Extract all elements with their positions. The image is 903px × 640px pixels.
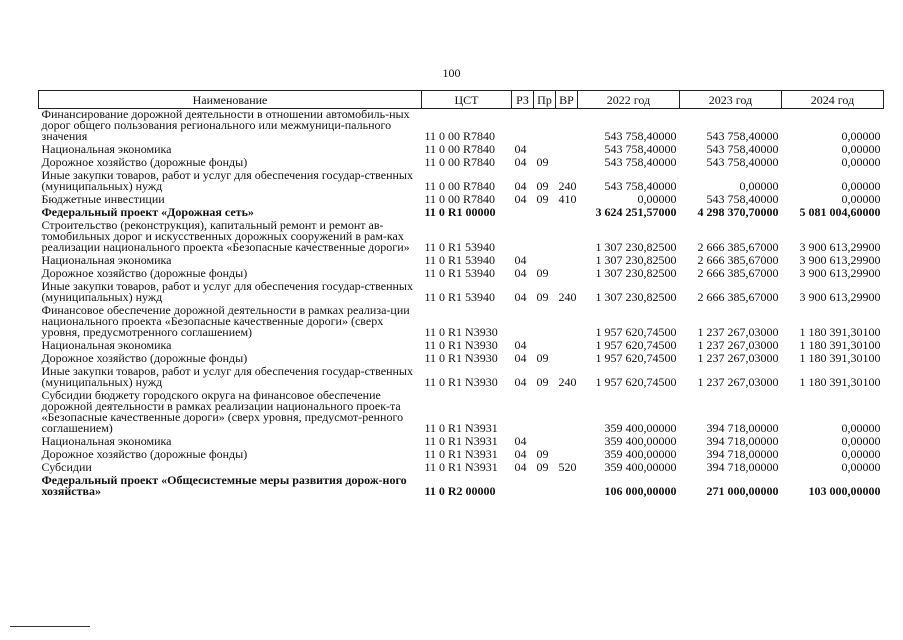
row-rz: 04 <box>514 253 527 267</box>
row-2022: 1 307 230,82500 <box>595 240 677 254</box>
header-cst: ЦСТ <box>422 91 512 109</box>
row-2022: 1 957 620,74500 <box>595 325 677 339</box>
row-name: Иные закупки товаров, работ и услуг для обеспечения государ-ственных (муниципальных) нужд <box>41 279 413 304</box>
row-2024: 0,00000 <box>841 447 881 461</box>
table-row <box>39 390 884 436</box>
row-cst: 11 0 R1 00000 <box>424 205 496 219</box>
row-2024: 0,00000 <box>841 460 881 474</box>
row-rz: 04 <box>514 266 527 280</box>
row-name: Иные закупки товаров, работ и услуг для обеспечения государ-ственных (муниципальных) нужд <box>41 364 413 389</box>
header-rz: РЗ <box>512 91 534 109</box>
row-vr <box>556 353 578 366</box>
row-vr <box>556 255 578 268</box>
row-2023: 271 000,00000 <box>706 484 779 498</box>
table-row <box>39 109 884 145</box>
row-rz <box>512 475 534 499</box>
row-2022: 1 307 230,82500 <box>595 266 677 280</box>
row-2024: 3 900 613,29900 <box>799 266 881 280</box>
header-name: Наименование <box>39 91 422 109</box>
row-2022: 106 000,00000 <box>604 484 677 498</box>
row-pr <box>534 390 556 436</box>
row-cst: 11 0 R1 N3930 <box>424 375 498 389</box>
row-2024: 0,00000 <box>841 142 881 156</box>
row-rz <box>512 305 534 340</box>
row-2024: 0,00000 <box>841 179 881 193</box>
row-name: Субсидии <box>41 460 92 474</box>
row-cst: 11 0 00 R7840 <box>424 142 496 156</box>
row-vr <box>556 475 578 499</box>
row-name: Национальная экономика <box>41 434 172 448</box>
row-name: Дорожное хозяйство (дорожные фонды) <box>41 351 248 365</box>
row-name: Строительство (реконструкция), капитальный ремонт и ремонт ав-томобильных дорог и искусственных дорожных сооружений в рам-ках реализации национального проекта «Безопасные качественные дороги» <box>41 218 410 254</box>
row-2024: 1 180 391,30100 <box>799 338 881 352</box>
row-name: Федеральный проект «Общесистемные меры развития дорож-ного хозяйства» <box>41 473 407 498</box>
row-2023: 2 666 385,67000 <box>697 266 779 280</box>
row-name: Бюджетные инвестиции <box>41 192 165 206</box>
row-rz: 04 <box>514 290 527 304</box>
table-header-row <box>39 91 884 109</box>
row-cst: 11 0 R1 N3930 <box>424 351 498 365</box>
row-2024: 1 180 391,30100 <box>799 375 881 389</box>
row-pr: 09 <box>536 266 549 280</box>
row-cst: 11 0 R1 53940 <box>424 266 496 280</box>
row-2023: 394 718,00000 <box>706 447 779 461</box>
header-2023: 2023 год <box>680 91 782 109</box>
row-vr: 240 <box>558 375 577 389</box>
row-pr <box>534 207 556 220</box>
row-vr <box>556 268 578 281</box>
row-2022: 359 400,00000 <box>604 460 677 474</box>
row-pr: 09 <box>536 375 549 389</box>
row-rz <box>512 220 534 255</box>
row-vr <box>556 220 578 255</box>
table-row <box>39 281 884 305</box>
row-rz: 04 <box>514 142 527 156</box>
row-2022: 1 957 620,74500 <box>595 351 677 365</box>
row-2023: 2 666 385,67000 <box>697 290 779 304</box>
row-2024: 103 000,00000 <box>808 484 881 498</box>
row-pr <box>534 305 556 340</box>
row-2023: 543 758,40000 <box>706 129 779 143</box>
row-name: Национальная экономика <box>41 142 172 156</box>
row-2024: 3 900 613,29900 <box>799 240 881 254</box>
row-vr: 240 <box>558 290 577 304</box>
header-pr: Пр <box>534 91 556 109</box>
row-cst: 11 0 00 R7840 <box>424 129 496 143</box>
row-cst: 11 0 00 R7840 <box>424 192 496 206</box>
row-name: Федеральный проект «Дорожная сеть» <box>41 205 254 219</box>
row-2023: 543 758,40000 <box>706 192 779 206</box>
row-rz: 04 <box>514 179 527 193</box>
row-2024: 3 900 613,29900 <box>799 253 881 267</box>
row-vr <box>556 305 578 340</box>
row-vr <box>556 157 578 170</box>
row-cst: 11 0 R1 N3930 <box>424 325 498 339</box>
row-2022: 1 307 230,82500 <box>595 290 677 304</box>
row-2024: 0,00000 <box>841 155 881 169</box>
row-vr <box>556 144 578 157</box>
row-vr <box>556 109 578 145</box>
row-pr: 09 <box>536 192 549 206</box>
row-2022: 543 758,40000 <box>604 155 677 169</box>
table-row <box>39 220 884 255</box>
row-2022: 543 758,40000 <box>604 142 677 156</box>
header-vr: ВР <box>556 91 578 109</box>
header-2024: 2024 год <box>782 91 884 109</box>
row-vr <box>556 340 578 353</box>
row-vr: 410 <box>558 192 577 206</box>
row-cst: 11 0 R1 53940 <box>424 253 496 267</box>
row-cst: 11 0 R1 N3931 <box>424 421 498 435</box>
row-2023: 1 237 267,03000 <box>697 338 779 352</box>
row-rz <box>512 207 534 220</box>
row-2023: 2 666 385,67000 <box>697 240 779 254</box>
row-2023: 4 298 370,70000 <box>697 205 779 219</box>
row-name: Национальная экономика <box>41 253 172 267</box>
row-vr: 520 <box>558 460 577 474</box>
row-name: Иные закупки товаров, работ и услуг для обеспечения государ-ственных (муниципальных) нужд <box>41 168 413 193</box>
row-2022: 543 758,40000 <box>604 129 677 143</box>
header-2022: 2022 год <box>578 91 680 109</box>
row-2024: 0,00000 <box>841 192 881 206</box>
row-pr: 09 <box>536 351 549 365</box>
row-2023: 394 718,00000 <box>706 421 779 435</box>
row-pr: 09 <box>536 290 549 304</box>
row-2022: 1 957 620,74500 <box>595 375 677 389</box>
row-name: Дорожное хозяйство (дорожные фонды) <box>41 266 248 280</box>
row-2023: 543 758,40000 <box>706 142 779 156</box>
row-rz <box>512 109 534 145</box>
page-number: 100 <box>442 66 461 80</box>
table-row <box>39 305 884 340</box>
row-2022: 359 400,00000 <box>604 447 677 461</box>
row-vr <box>556 436 578 449</box>
row-2023: 543 758,40000 <box>706 155 779 169</box>
row-cst: 11 0 00 R7840 <box>424 179 496 193</box>
row-rz: 04 <box>514 375 527 389</box>
row-rz: 04 <box>514 338 527 352</box>
row-2022: 0,00000 <box>637 192 677 206</box>
row-rz <box>512 390 534 436</box>
row-vr <box>556 207 578 220</box>
row-pr <box>534 220 556 255</box>
table-row <box>39 170 884 194</box>
row-cst: 11 0 R2 00000 <box>424 484 496 498</box>
row-2024: 0,00000 <box>841 421 881 435</box>
row-cst: 11 0 R1 N3930 <box>424 338 498 352</box>
row-2022: 1 307 230,82500 <box>595 253 677 267</box>
row-vr <box>556 390 578 436</box>
row-pr <box>534 475 556 499</box>
row-cst: 11 0 R1 N3931 <box>424 434 498 448</box>
row-pr: 09 <box>536 447 549 461</box>
row-name: Финансирование дорожной деятельности в отношении автомобиль-ных дорог общего пользования регионального или межмуници-пального значения <box>41 107 410 143</box>
row-2024: 1 180 391,30100 <box>799 325 881 339</box>
row-cst: 11 0 00 R7840 <box>424 155 496 169</box>
row-rz: 04 <box>514 155 527 169</box>
footer-divider <box>10 626 90 627</box>
row-rz: 04 <box>514 351 527 365</box>
row-2022: 359 400,00000 <box>604 434 677 448</box>
row-2023: 1 237 267,03000 <box>697 325 779 339</box>
row-2024: 5 081 004,60000 <box>799 205 881 219</box>
row-2022: 543 758,40000 <box>604 179 677 193</box>
row-2022: 359 400,00000 <box>604 421 677 435</box>
row-2022: 3 624 251,57000 <box>595 205 677 219</box>
row-pr: 09 <box>536 460 549 474</box>
row-2024: 0,00000 <box>841 434 881 448</box>
row-name: Финансовое обеспечение дорожной деятельности в рамках реализа-ции национального проекта «Безопасные качественные дороги» (сверх уровня, предусмотренного соглашением) <box>41 303 410 339</box>
row-name: Дорожное хозяйство (дорожные фонды) <box>41 155 248 169</box>
row-name: Дорожное хозяйство (дорожные фонды) <box>41 447 248 461</box>
row-rz: 04 <box>514 192 527 206</box>
table-row <box>39 475 884 499</box>
row-pr <box>534 109 556 145</box>
row-pr: 09 <box>536 155 549 169</box>
row-2023: 394 718,00000 <box>706 460 779 474</box>
row-cst: 11 0 R1 53940 <box>424 290 496 304</box>
row-cst: 11 0 R1 N3931 <box>424 460 498 474</box>
row-2023: 2 666 385,67000 <box>697 253 779 267</box>
row-2023: 0,00000 <box>739 179 779 193</box>
row-cst: 11 0 R1 N3931 <box>424 447 498 461</box>
row-2023: 1 237 267,03000 <box>697 375 779 389</box>
row-2023: 1 237 267,03000 <box>697 351 779 365</box>
row-2022: 1 957 620,74500 <box>595 338 677 352</box>
row-2023: 394 718,00000 <box>706 434 779 448</box>
row-name: Национальная экономика <box>41 338 172 352</box>
row-cst: 11 0 R1 53940 <box>424 240 496 254</box>
row-2024: 0,00000 <box>841 129 881 143</box>
row-rz: 04 <box>514 447 527 461</box>
row-rz: 04 <box>514 434 527 448</box>
table-body <box>39 109 884 500</box>
table-row <box>39 366 884 390</box>
row-vr: 240 <box>558 179 577 193</box>
row-2024: 3 900 613,29900 <box>799 290 881 304</box>
row-name: Субсидии бюджету городского округа на финансовое обеспечение дорожной деятельности в рамках реализации национального проек-та «Безопасные качественные дороги» (сверх уровня, предусмот-ренного соглашением) <box>41 388 404 435</box>
budget-table <box>38 90 884 499</box>
row-pr: 09 <box>536 179 549 193</box>
row-2024: 1 180 391,30100 <box>799 351 881 365</box>
row-rz: 04 <box>514 460 527 474</box>
